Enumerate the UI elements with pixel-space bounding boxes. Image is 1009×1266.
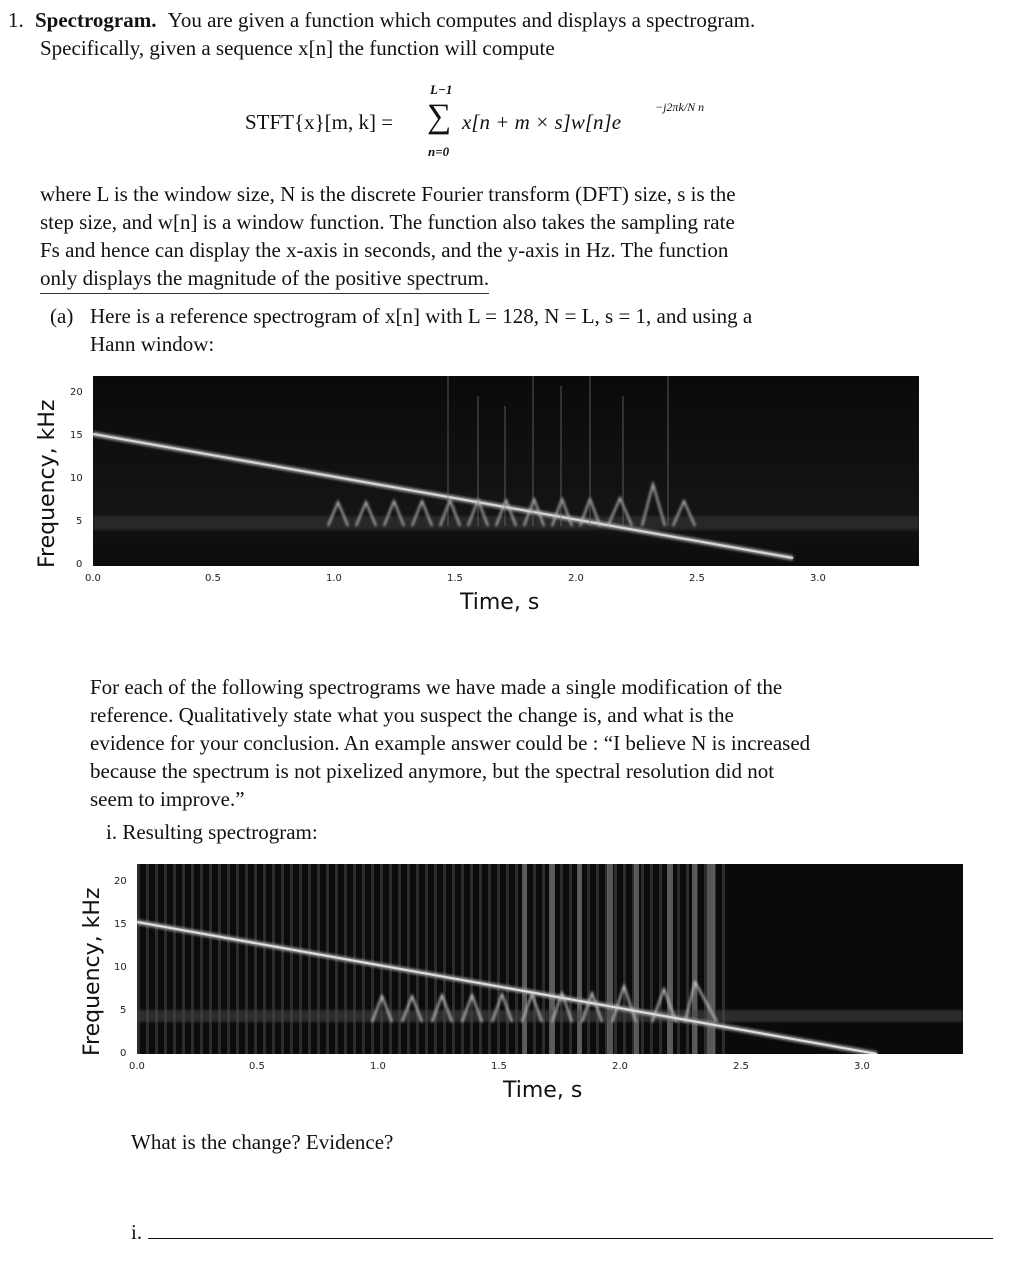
problem-number: 1. <box>8 8 24 32</box>
reference-ytick-15: 15 <box>70 430 83 441</box>
modified-spectrogram-image <box>137 864 963 1054</box>
formula-sum-bottom: n=0 <box>428 144 450 159</box>
reference-xtick-0: 0.0 <box>85 573 101 584</box>
modified-ytick-20: 20 <box>114 876 127 887</box>
reference-xtick-10: 1.0 <box>326 573 342 584</box>
instructions-line3: evidence for your conclusion. An example answer could be : “I believe N is increased <box>90 731 811 755</box>
formula-lhs: STFT{x}[m, k] = <box>245 110 394 134</box>
answer-line[interactable] <box>148 1238 993 1239</box>
reference-xlabel: Time, s <box>460 590 540 615</box>
question-text: What is the change? Evidence? <box>131 1130 394 1154</box>
problem-title: Spectrogram. <box>35 8 157 32</box>
reference-xtick-20: 2.0 <box>568 573 584 584</box>
modified-xtick-0: 0.0 <box>129 1061 145 1072</box>
instructions-line1: For each of the following spectrograms we have made a single modification of the <box>90 675 783 699</box>
desc-line3: Fs and hence can display the x-axis in seconds, and the y-axis in Hz. The function <box>40 238 729 262</box>
modified-ytick-10: 10 <box>114 962 127 973</box>
reference-ytick-5: 5 <box>76 516 83 527</box>
modified-ytick-15: 15 <box>114 919 127 930</box>
instructions-line2: reference. Qualitatively state what you suspect the change is, and what is the <box>90 703 734 727</box>
modified-xtick-30: 3.0 <box>854 1061 870 1072</box>
modified-xlabel: Time, s <box>503 1078 583 1103</box>
reference-ytick-10: 10 <box>70 473 83 484</box>
formula-rhs: x[n + m × s]w[n]e <box>462 110 622 134</box>
modified-ytick-0: 0 <box>120 1048 127 1059</box>
modified-ytick-5: 5 <box>120 1005 127 1016</box>
formula-sum-top: L−1 <box>430 82 453 97</box>
reference-xtick-30: 3.0 <box>810 573 826 584</box>
formula-exponent: −j2πk/N n <box>655 100 705 114</box>
reference-ylabel: Frequency, kHz <box>35 399 60 568</box>
modified-xtick-05: 0.5 <box>249 1061 265 1072</box>
reference-spectrogram-image <box>93 376 919 566</box>
modified-xtick-25: 2.5 <box>733 1061 749 1072</box>
instructions-line5: seem to improve.” <box>90 787 245 811</box>
reference-ytick-0: 0 <box>76 559 83 570</box>
reference-xtick-05: 0.5 <box>205 573 221 584</box>
formula-sigma: ∑ <box>427 98 452 135</box>
part-a-line2: Hann window: <box>90 332 215 356</box>
problem-intro-line1: You are given a function which computes and displays a spectrogram. <box>167 8 756 32</box>
modified-ylabel: Frequency, kHz <box>80 887 105 1056</box>
instructions-line4: because the spectrum is not pixelized anymore, but the spectral resolution did not <box>90 759 775 783</box>
stft-formula <box>245 80 765 170</box>
modified-xtick-15: 1.5 <box>491 1061 507 1072</box>
sub-i-label: i. Resulting spectrogram: <box>106 820 318 844</box>
modified-xtick-10: 1.0 <box>370 1061 386 1072</box>
part-a-line1: Here is a reference spectrogram of x[n] with L = 128, N = L, s = 1, and using a <box>90 304 753 328</box>
desc-line2: step size, and w[n] is a window function. The function also takes the sampling rate <box>40 210 735 234</box>
reference-ytick-20: 20 <box>70 387 83 398</box>
reference-xtick-25: 2.5 <box>689 573 705 584</box>
problem-heading <box>8 6 998 34</box>
reference-xtick-15: 1.5 <box>447 573 463 584</box>
problem-intro-line2: Specifically, given a sequence x[n] the function will compute <box>40 36 555 60</box>
answer-label: i. <box>131 1220 143 1244</box>
desc-line1: where L is the window size, N is the discrete Fourier transform (DFT) size, s is the <box>40 182 736 206</box>
modified-xtick-20: 2.0 <box>612 1061 628 1072</box>
desc-line4: only displays the magnitude of the positive spectrum. <box>40 264 489 294</box>
part-a-label: (a) <box>50 304 74 328</box>
